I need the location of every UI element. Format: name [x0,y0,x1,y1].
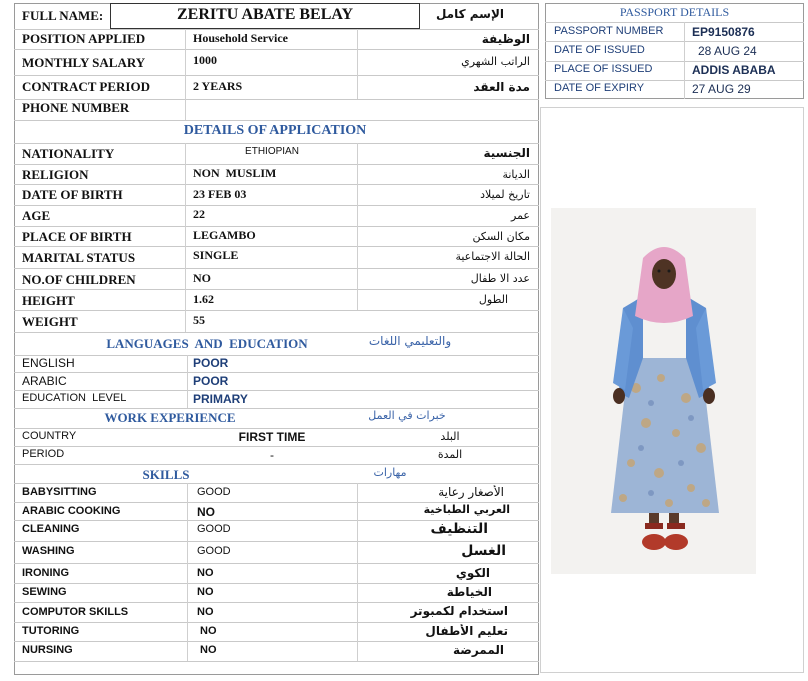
skill-sewing-label: SEWING [22,586,67,598]
skill-cleaning-ar: التنظيف [430,521,488,537]
skill-nursing-ar: الممرضة [452,643,504,657]
skill-babysitting-ar: الأصغار رعاية [438,485,504,499]
education-label: EDUCATION LEVEL [22,392,127,404]
skill-ironing-ar: الكوي [455,566,490,580]
expiry-date-label: DATE OF EXPIRY [554,82,645,94]
religion-value: NON MUSLIM [193,166,277,180]
languages-title: LANGUAGES AND EDUCATION [106,336,308,351]
weight-label: WEIGHT [22,314,78,329]
skill-washing-label: WASHING [22,545,75,557]
marital-label: MARITAL STATUS [22,250,136,265]
full-name-label: FULL NAME: [22,8,104,23]
salary-label: MONTHLY SALARY [22,55,146,70]
skill-sewing-value: NO [197,586,214,598]
skill-tutoring-ar: تعليم الأطفال [425,624,508,638]
weight-value: 55 [193,313,205,327]
experience-title-ar: خبرات في العمل [368,409,446,422]
salary-value: 1000 [193,53,217,67]
english-value: POOR [193,356,229,370]
skill-cooking-value: NO [197,505,215,519]
full-name-ar: الإسم كامل [435,7,504,21]
skill-washing-ar: الغسل [461,543,506,559]
skill-computer-ar: استخدام لكمبوتر [410,604,508,618]
age-label: AGE [22,208,51,223]
salary-ar: الراتب الشهري [461,55,530,68]
skill-ironing-label: IRONING [22,567,70,579]
country-value: FIRST TIME [238,430,306,444]
period-ar: المدة [437,448,463,461]
nationality-value: ETHIOPIAN [245,146,299,157]
skill-cooking-ar: العربي الطباخية [423,503,510,516]
skill-computer-value: NO [197,606,214,618]
passport-number-value: EP9150876 [692,25,755,39]
country-ar: البلد [440,430,460,443]
marital-value: SINGLE [193,248,239,262]
birthplace-label: PLACE OF BIRTH [22,229,132,244]
passport-number-label: PASSPORT NUMBER [554,25,664,37]
issue-place-label: PLACE OF ISSUED [554,63,653,75]
english-label: ENGLISH [22,356,75,370]
religion-label: RELIGION [22,167,89,182]
period-label: PERIOD [22,448,65,460]
marital-ar: الحالة الاجتماعية [455,250,530,263]
issue-date-value: 28 AUG 24 [698,44,757,58]
skill-tutoring-value: NO [200,625,217,637]
children-label: NO.OF CHILDREN [22,272,136,287]
height-ar: الطول [478,293,508,306]
religion-ar: الديانة [502,168,530,181]
birthplace-ar: مكان السكن [472,230,530,243]
arabic-value: POOR [193,374,229,388]
skill-ironing-value: NO [197,567,214,579]
age-value: 22 [193,207,205,221]
contract-label: CONTRACT PERIOD [22,79,150,94]
skills-title: SKILLS [142,467,190,482]
education-value: PRIMARY [193,392,248,406]
contract-ar: مدة العقد [473,80,530,94]
applicant-photo [551,208,756,574]
skill-nursing-value: NO [200,644,217,656]
skill-washing-value: GOOD [197,545,231,557]
position-value: Household Service [193,31,288,45]
full-name-value: ZERITU ABATE BELAY [176,6,354,23]
phone-value [193,100,353,117]
languages-title-ar: والتعليمي اللغات [368,334,452,348]
skill-babysitting-label: BABYSITTING [22,486,97,498]
dob-label: DATE OF BIRTH [22,187,123,202]
skills-title-ar: مهارات [373,466,407,479]
skill-cleaning-label: CLEANING [22,523,80,535]
height-label: HEIGHT [22,293,75,308]
position-ar: الوظيفة [481,32,530,46]
skill-nursing-label: NURSING [22,644,73,656]
experience-title: WORK EXPERIENCE [104,410,236,425]
skill-babysitting-value: GOOD [197,486,231,498]
skill-sewing-ar: الخياطة [446,585,492,599]
dob-value: 23 FEB 03 [193,187,247,201]
phone-label: PHONE NUMBER [22,100,130,115]
arabic-label: ARABIC [22,374,67,388]
passport-title: PASSPORT DETAILS [619,5,730,19]
position-label: POSITION APPLIED [22,31,146,46]
period-value: - [270,448,274,462]
issue-date-label: DATE OF ISSUED [554,44,645,56]
expiry-date-value: 27 AUG 29 [692,82,751,96]
birthplace-value: LEGAMBO [193,228,256,242]
skill-cooking-label: ARABIC COOKING [22,505,121,517]
skill-computer-label: COMPUTOR SKILLS [22,606,129,618]
details-title: DETAILS OF APPLICATION [183,123,367,138]
nationality-label: NATIONALITY [22,146,115,161]
age-ar: عمر [511,209,530,222]
skill-cleaning-value: GOOD [197,523,231,535]
children-value: NO [193,271,211,285]
issue-place-value: ADDIS ABABA [692,63,776,77]
dob-ar: تاريخ لميلاد [480,188,530,201]
country-label: COUNTRY [22,430,77,442]
contract-value: 2 YEARS [193,79,243,93]
children-ar: عدد الا طفال [470,272,530,285]
height-value: 1.62 [193,292,214,306]
skill-tutoring-label: TUTORING [22,625,80,637]
nationality-ar: الجنسية [483,146,530,160]
